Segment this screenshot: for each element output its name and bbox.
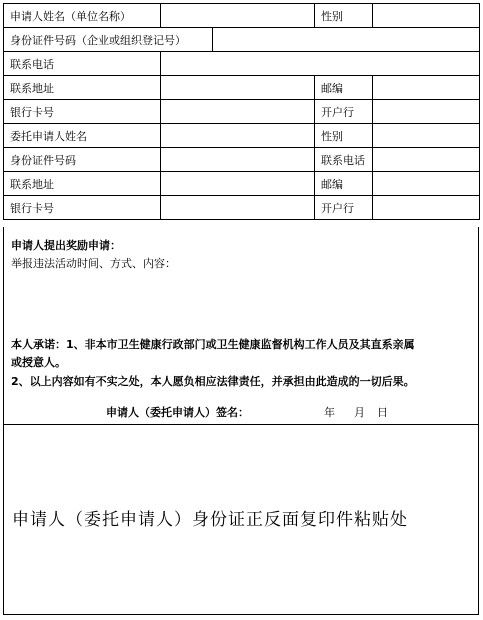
field-label: 联系电话 <box>315 148 373 172</box>
field-label: 性别 <box>315 4 373 28</box>
bank-branch-field[interactable] <box>373 100 480 124</box>
delegate-phone-field[interactable] <box>373 148 480 172</box>
phone-field[interactable] <box>161 52 480 76</box>
date-day-label: 日 <box>377 406 388 419</box>
field-label: 联系地址 <box>4 172 161 196</box>
application-heading: 申请人提出奖励申请： <box>11 239 121 252</box>
field-label: 开户行 <box>315 196 373 220</box>
table-row <box>4 124 480 148</box>
field-label: 申请人姓名（单位名称） <box>4 4 161 28</box>
report-content-label: 举报违法活动时间、方式、内容： <box>11 257 176 270</box>
pledge-line: 或授意人。 <box>11 356 66 369</box>
field-label: 委托申请人姓名 <box>4 124 161 148</box>
field-label: 联系电话 <box>4 52 161 76</box>
pledge-line: 2、以上内容如有不实之处，本人愿负相应法律责任，并承担由此造成的一切后果。 <box>11 375 415 388</box>
delegate-bank-card-field[interactable] <box>161 196 315 220</box>
date-month-label: 月 <box>354 406 365 419</box>
delegate-bank-branch-field[interactable] <box>373 196 480 220</box>
table-row <box>4 4 480 28</box>
signature-label: 申请人（委托申请人）签名： <box>106 406 249 419</box>
field-label: 银行卡号 <box>4 100 161 124</box>
table-row <box>4 28 480 52</box>
field-label: 邮编 <box>315 76 373 100</box>
field-label: 邮编 <box>315 172 373 196</box>
pledge-line: 本人承诺：1、非本市卫生健康行政部门或卫生健康监督机构工作人员及其直系亲属 <box>11 338 415 351</box>
postcode-field[interactable] <box>373 76 480 100</box>
table-row <box>4 52 480 76</box>
application-section[interactable] <box>3 227 479 425</box>
date-year-label: 年 <box>324 406 335 419</box>
delegate-id-field[interactable] <box>161 148 315 172</box>
table-row <box>4 148 480 172</box>
field-label: 性别 <box>315 124 373 148</box>
applicant-info-table <box>3 3 480 220</box>
bank-card-field[interactable] <box>161 100 315 124</box>
delegate-postcode-field[interactable] <box>373 172 480 196</box>
table-row <box>4 100 480 124</box>
field-label: 身份证件号码 <box>4 148 161 172</box>
field-label: 开户行 <box>315 100 373 124</box>
field-label: 银行卡号 <box>4 196 161 220</box>
delegate-gender-field[interactable] <box>373 124 480 148</box>
gender-field[interactable] <box>373 4 480 28</box>
table-row <box>4 196 480 220</box>
id-copy-paste-area <box>3 425 479 615</box>
address-field[interactable] <box>161 76 315 100</box>
field-label: 联系地址 <box>4 76 161 100</box>
delegate-name-field[interactable] <box>161 124 315 148</box>
applicant-name-field[interactable] <box>161 4 315 28</box>
table-row <box>4 76 480 100</box>
field-label: 身份证件号码（企业或组织登记号） <box>4 28 213 52</box>
delegate-address-field[interactable] <box>161 172 315 196</box>
paste-area-label: 申请人（委托申请人）身份证正反面复印件粘贴处 <box>12 510 408 530</box>
id-number-field[interactable] <box>213 28 480 52</box>
table-row <box>4 172 480 196</box>
